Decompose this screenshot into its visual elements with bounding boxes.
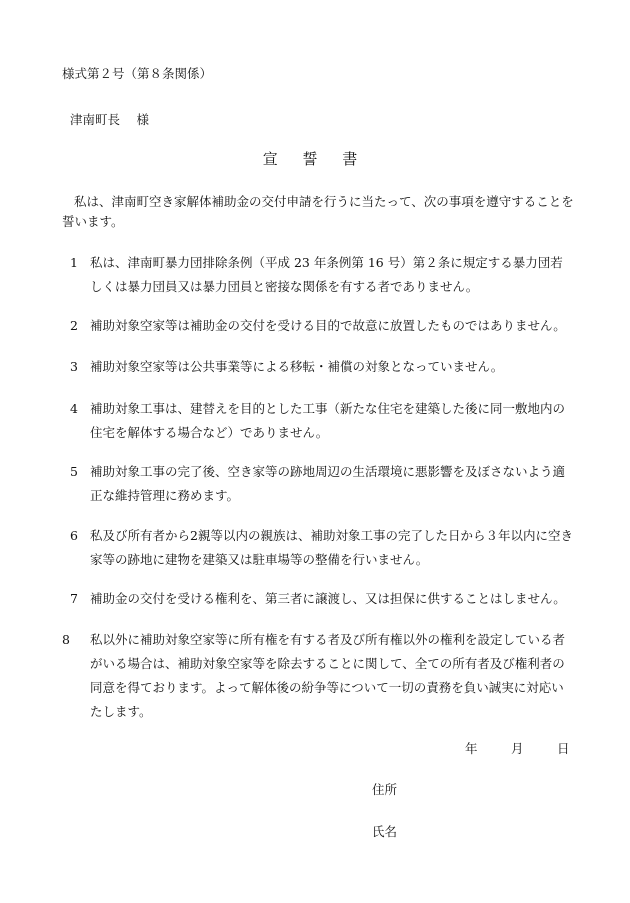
date-month-label: 月 bbox=[511, 741, 524, 756]
date-line bbox=[465, 739, 570, 757]
item-number: 4 bbox=[70, 401, 78, 416]
pledge-item-3 bbox=[70, 355, 575, 379]
date-day-label: 日 bbox=[557, 741, 570, 756]
item-text: 私及び所有者から2親等以内の親族は、補助対象工事の完了した日から３年以内に空き家等の跡地に建物を建築又は駐車場等の整備を行いません。 bbox=[90, 528, 573, 567]
date-year-label: 年 bbox=[465, 741, 478, 756]
item-number: 2 bbox=[70, 318, 78, 333]
pledge-item-5 bbox=[70, 460, 575, 508]
item-text: 補助対象工事の完了後、空き家等の跡地周辺の生活環境に悪影響を及ぼさないよう適正な維持管理に務めます。 bbox=[90, 464, 566, 503]
pledge-item-6 bbox=[70, 524, 575, 572]
document-title: 宣 誓 書 bbox=[262, 150, 368, 168]
item-number: 5 bbox=[70, 464, 78, 479]
item-text: 補助対象工事は、建替えを目的とした工事（新たな住宅を建築した後に同一敷地内の住宅を解体する場合など）でありません。 bbox=[90, 401, 566, 440]
form-number: 様式第２号（第８条関係） bbox=[62, 66, 213, 81]
item-text: 補助対象空家等は公共事業等による移転・補償の対象となっていません。 bbox=[90, 359, 504, 374]
pledge-item-7 bbox=[70, 587, 575, 611]
item-number: 3 bbox=[70, 359, 78, 374]
addressee: 津南町長 様 bbox=[70, 112, 149, 127]
pledge-item-2 bbox=[70, 314, 575, 338]
item-number: 1 bbox=[70, 255, 78, 270]
item-number: 8 bbox=[62, 632, 70, 647]
item-text: 補助金の交付を受ける権利を、第三者に譲渡し、又は担保に供することはしません。 bbox=[90, 591, 566, 606]
item-text: 私以外に補助対象空家等に所有権を有する者及び所有権以外の権利を設定している者がいる場合は、補助対象空家等を除去することに関して、全ての所有者及び権利者の同意を得ております。よって解体後の紛争等について一切の責務を負い誠実に対応いたします。 bbox=[90, 632, 566, 719]
item-number: 6 bbox=[70, 528, 78, 543]
pledge-item-8 bbox=[62, 628, 575, 724]
item-text: 私は、津南町暴力団排除条例（平成 23 年条例第 16 号）第２条に規定する暴力団若しくは暴力団員又は暴力団員と密接な関係を有する者でありません。 bbox=[90, 255, 563, 294]
pledge-item-1 bbox=[70, 251, 575, 299]
address-label: 住所 bbox=[372, 782, 398, 797]
name-label: 氏名 bbox=[372, 824, 398, 839]
pledge-item-4 bbox=[70, 397, 575, 445]
item-number: 7 bbox=[70, 591, 78, 606]
item-text: 補助対象空家等は補助金の交付を受ける目的で故意に放置したものではありません。 bbox=[90, 318, 566, 333]
intro-paragraph: 私は、津南町空き家解体補助金の交付申請を行うに当たって、次の事項を遵守することを誓います。 bbox=[62, 194, 574, 229]
